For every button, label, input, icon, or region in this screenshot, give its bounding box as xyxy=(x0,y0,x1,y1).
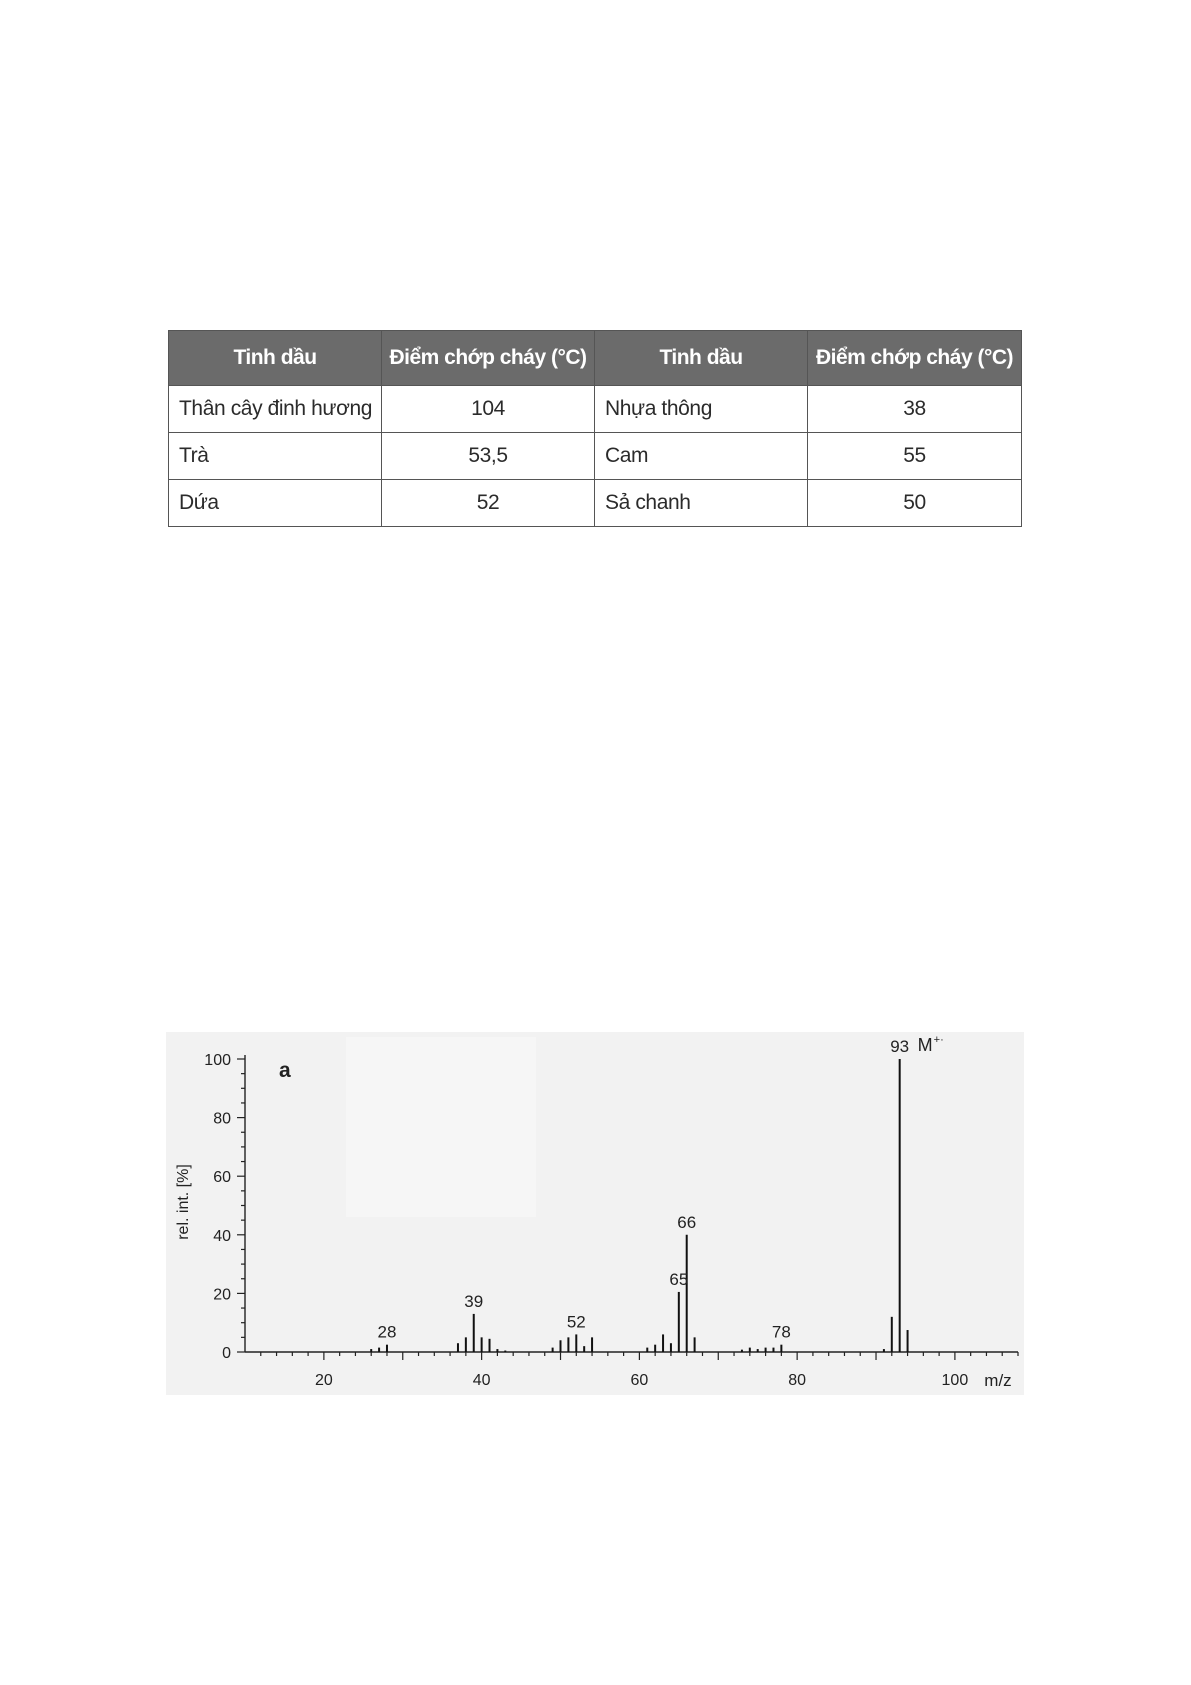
peak-label: 66 xyxy=(677,1212,697,1232)
table-row xyxy=(169,480,1022,527)
peak-label: 52 xyxy=(566,1312,586,1332)
y-tick-label: 100 xyxy=(204,1052,231,1069)
oil-name-cell: Sả chanh xyxy=(595,480,808,527)
peak-label: 28 xyxy=(377,1322,397,1342)
flash-point-cell: 38 xyxy=(808,386,1022,433)
col-header-flash-point: Điểm chớp cháy (°C) xyxy=(808,331,1022,386)
x-tick-label: 40 xyxy=(472,1372,491,1389)
mass-spectrum-chart xyxy=(166,1032,1024,1395)
oil-name-cell: Dứa xyxy=(169,480,382,527)
flash-point-cell: 53,5 xyxy=(382,433,595,480)
peak-label: 78 xyxy=(771,1322,791,1342)
panel-label: a xyxy=(279,1059,291,1082)
chart-panel-shade xyxy=(346,1037,536,1217)
col-header-oil: Tinh dầu xyxy=(169,331,382,386)
flash-point-cell: 104 xyxy=(382,386,595,433)
y-tick-label: 20 xyxy=(213,1286,231,1304)
molecular-ion-charge: +· xyxy=(933,1034,944,1046)
peak-label: 39 xyxy=(464,1291,484,1311)
table-row xyxy=(169,386,1022,433)
flash-point-table xyxy=(168,330,1022,527)
molecular-ion-label: M xyxy=(917,1035,933,1055)
y-tick-label: 0 xyxy=(222,1345,231,1362)
col-header-flash-point: Điểm chớp cháy (°C) xyxy=(382,331,595,386)
flash-point-cell: 55 xyxy=(808,433,1022,480)
oil-name-cell: Thân cây đinh hương xyxy=(169,386,382,433)
x-tick-label: 60 xyxy=(630,1372,649,1389)
col-header-oil: Tinh dầu xyxy=(595,331,808,386)
y-tick-label: 60 xyxy=(213,1169,231,1187)
x-tick-label: 100 xyxy=(941,1372,969,1389)
x-axis-label: m/z xyxy=(984,1371,1012,1390)
table-header-row xyxy=(169,331,1022,386)
oil-name-cell: Nhựa thông xyxy=(595,386,808,433)
x-tick-label: 80 xyxy=(788,1372,807,1389)
flash-point-cell: 52 xyxy=(382,480,595,527)
peak-label: 65 xyxy=(669,1269,689,1289)
table-row xyxy=(169,433,1022,480)
oil-name-cell: Trà xyxy=(169,433,382,480)
oil-name-cell: Cam xyxy=(595,433,808,480)
chart-background xyxy=(166,1032,1024,1395)
peak-label: 93 xyxy=(890,1037,910,1056)
y-tick-label: 40 xyxy=(213,1227,231,1245)
y-tick-label: 80 xyxy=(213,1110,231,1128)
x-tick-label: 20 xyxy=(314,1372,333,1389)
flash-point-cell: 50 xyxy=(808,480,1022,527)
y-axis-label: rel. int. [%] xyxy=(175,1164,192,1240)
